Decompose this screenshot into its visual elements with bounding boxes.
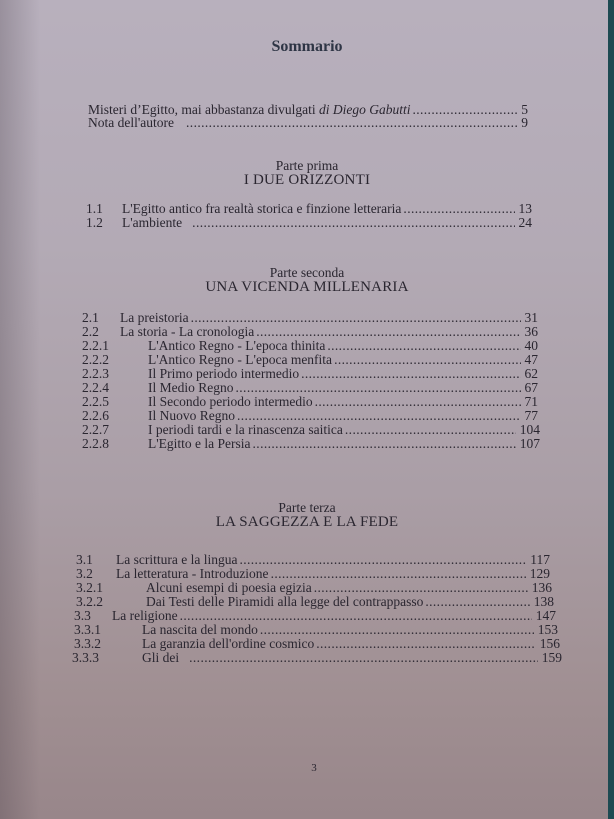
toc-row: 3.1 La scrittura e la lingua ..... 117 (76, 553, 550, 567)
toc-page-number: 129 (529, 566, 550, 581)
toc-page-number: 153 (537, 622, 558, 637)
dot-leader (327, 339, 520, 353)
toc-entry-text: La garanzia dell'ordine cosmico (142, 636, 315, 651)
dot-leader (186, 116, 517, 130)
toc-entry-text: Gli dei (142, 650, 180, 665)
toc-entry-text: Nota dell'autore (88, 115, 175, 130)
dot-leader (345, 423, 516, 437)
toc-row: 2.2 La storia - La cronologia ..... 36 (82, 325, 538, 339)
toc-row: 2.2.6 Il Nuovo Regno ..... 77 (82, 409, 538, 423)
toc-entry-text: L'Egitto antico fra realtà storica e finzione letteraria (122, 201, 402, 216)
toc-row: 2.2.7 I periodi tardi e la rinascenza saitica ..... 104 (82, 423, 540, 437)
dot-leader (425, 595, 529, 609)
toc-entry-text: Alcuni esempi di poesia egizia (146, 580, 312, 595)
toc-entry-text: La letteratura - Introduzione (116, 566, 269, 581)
dot-leader (191, 311, 521, 325)
dot-leader (260, 623, 534, 637)
toc-row: 3.3.3 Gli dei ..... 159 (72, 651, 562, 665)
toc-entry-text: La nascita del mondo (142, 622, 258, 637)
toc-entry-text: I periodi tardi e la rinascenza saitica (148, 422, 343, 437)
toc-entry-text: La storia - La cronologia (120, 324, 255, 339)
part-title: UNA VICENDA MILLENARIA (205, 279, 409, 295)
toc-row: 3.2.1 Alcuni esempi di poesia egizia ..... 136 (76, 581, 552, 595)
dot-leader (271, 567, 526, 581)
toc-page-number: 77 (524, 408, 538, 423)
toc-entry-text: L'Antico Regno - L'epoca thinita (148, 338, 326, 353)
toc-entry-text: La religione (112, 608, 178, 623)
toc-page-number: 107 (519, 436, 540, 451)
toc-entry-text: L'Antico Regno - L'epoca menfita (148, 352, 333, 367)
dot-leader (412, 103, 517, 117)
toc-row: 2.1 La preistoria ..... 31 (82, 311, 538, 325)
toc-page-number: 159 (541, 650, 562, 665)
toc-row: 2.2.2 L'Antico Regno - L'epoca menfita ..... 47 (82, 353, 538, 367)
part-label: Parte prima (275, 158, 339, 173)
dot-leader (239, 553, 526, 567)
dot-leader (301, 367, 520, 381)
toc-row: 3.3.1 La nascita del mondo ..... 153 (74, 623, 558, 637)
toc-row: 3.2 La letteratura - Introduzione ..... 129 (76, 567, 550, 581)
dot-leader (180, 609, 532, 623)
dot-leader (192, 216, 514, 230)
page-number: 3 (311, 762, 317, 774)
toc-row: 3.3.2 La garanzia dell'ordine cosmico ..... 156 (74, 637, 560, 651)
toc-entry-author: di Diego Gabutti (318, 102, 411, 117)
toc-page-number: 31 (524, 310, 538, 325)
toc-row: 1.2 L'ambiente ..... 24 (86, 216, 532, 230)
toc-row (88, 116, 528, 130)
toc-page-number: 36 (524, 324, 538, 339)
dot-leader (256, 325, 520, 339)
part-title: I DUE ORIZZONTI (243, 172, 371, 188)
toc-row: 3.3 La religione ..... 147 (74, 609, 556, 623)
toc-page-number: 138 (533, 594, 554, 609)
toc-entry-text: La scrittura e la lingua (116, 552, 238, 567)
toc-page-number: 40 (524, 338, 538, 353)
part-title: LA SAGGEZZA E LA FEDE (215, 514, 399, 530)
toc-page-number: 156 (539, 636, 560, 651)
dot-leader (334, 353, 520, 367)
toc-page-number: 147 (535, 608, 556, 623)
page-title: Sommario (271, 38, 343, 55)
toc-page-number: 9 (521, 115, 528, 130)
dot-leader (314, 581, 528, 595)
toc-page-number: 24 (518, 215, 532, 230)
toc-page-number: 62 (524, 366, 538, 381)
toc-entry-text: La preistoria (120, 310, 189, 325)
toc-page-number: 117 (530, 552, 550, 567)
part-label: Parte terza (278, 500, 336, 515)
dot-leader (316, 637, 536, 651)
toc-row: 2.2.1 L'Antico Regno - L'epoca thinita ..... 40 (82, 339, 538, 353)
dot-leader (253, 437, 516, 451)
toc-entry-text: Il Medio Regno (148, 380, 234, 395)
toc-entry-text: Il Secondo periodo intermedio (148, 394, 313, 409)
toc-row: 2.2.4 Il Medio Regno ..... 67 (82, 381, 538, 395)
toc-row: 3.2.2 Dai Testi delle Piramidi alla legge del contrappasso ..... 138 (76, 595, 554, 609)
toc-entry-text: Il Primo periodo intermedio (148, 366, 300, 381)
toc-entry-text: Dai Testi delle Piramidi alla legge del contrappasso (146, 594, 424, 609)
toc-row: 2.2.5 Il Secondo periodo intermedio ..... 71 (82, 395, 538, 409)
toc-entry-text: L'Egitto e la Persia (148, 436, 251, 451)
dot-leader (189, 651, 538, 665)
toc-row: 2.2.8 L'Egitto e la Persia ..... 107 (82, 437, 540, 451)
toc-entry-text: L'ambiente (122, 215, 183, 230)
dot-leader (236, 381, 521, 395)
toc-page-number: 5 (521, 102, 528, 117)
toc-page-number: 67 (524, 380, 538, 395)
toc-entry-text: Il Nuovo Regno (148, 408, 235, 423)
toc-row: 1.1 L'Egitto antico fra realtà storica e finzione letteraria ..... 13 (86, 202, 532, 216)
dot-leader (315, 395, 521, 409)
toc-page-number: 47 (524, 352, 538, 367)
toc-entry-title: Misteri d’Egitto, mai abbastanza divulgati (88, 102, 319, 117)
toc-page-number: 71 (524, 394, 538, 409)
toc-row: 2.2.3 Il Primo periodo intermedio ..... 62 (82, 367, 538, 381)
dot-leader (237, 409, 521, 423)
toc-page-number: 13 (518, 201, 532, 216)
dot-leader (403, 202, 514, 216)
toc-page-number: 104 (519, 422, 540, 437)
part-label: Parte seconda (269, 265, 345, 280)
toc-page-number: 136 (531, 580, 552, 595)
